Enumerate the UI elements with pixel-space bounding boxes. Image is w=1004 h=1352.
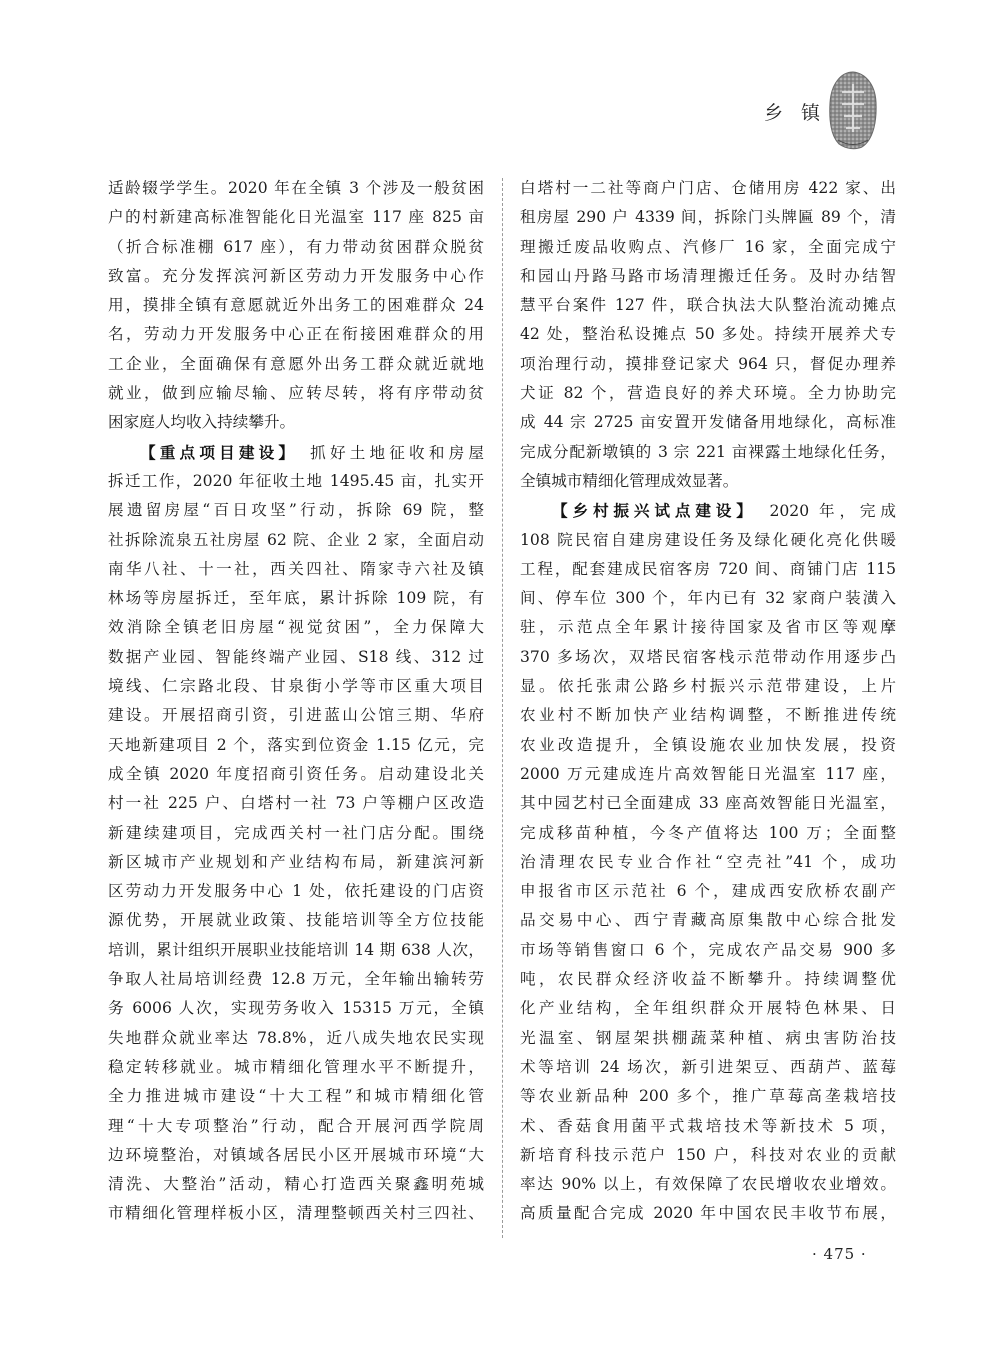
text-line bbox=[108, 291, 484, 320]
line-text: 成 44 宗 2725 亩安置开发储备用地绿化，高标准 bbox=[520, 413, 896, 432]
section-heading: 【乡村振兴试点建设】 bbox=[552, 501, 749, 521]
line-text: 化产业结构，全年组织群众开展特色林果、日 bbox=[520, 999, 896, 1018]
line-text: 边环境整治，对镇域各居民小区开展城市环境“大 bbox=[108, 1145, 484, 1164]
text-line bbox=[520, 438, 896, 467]
text-line bbox=[520, 291, 896, 320]
text-line bbox=[520, 1024, 896, 1053]
text-line bbox=[108, 233, 484, 262]
line-text: 源优势，开展就业政策、技能培训等全方位技能 bbox=[108, 911, 484, 930]
line-text: 稳定转移就业。城市精细化管理水平不断提升， bbox=[108, 1057, 484, 1076]
text-line bbox=[520, 408, 896, 437]
line-text: 困家庭人均收入持续攀升。 bbox=[108, 413, 296, 432]
line-text: 市场等销售窗口 6 个，完成农产品交易 900 多 bbox=[520, 940, 896, 959]
line-text: 显。依托张肃公路乡村振兴示范带建设，上片 bbox=[520, 677, 896, 696]
line-text: 新区城市产业规划和产业结构布局，新建滨河新 bbox=[108, 852, 484, 871]
line-text: 林场等房屋拆迁，至年底，累计拆除 109 院，有 bbox=[108, 589, 484, 608]
section-heading-line bbox=[108, 438, 484, 467]
line-text: 全力推进城市建设“十大工程”和城市精细化管 bbox=[108, 1087, 484, 1106]
text-line bbox=[520, 526, 896, 555]
text-line bbox=[108, 760, 484, 789]
line-text: 村一社 225 户、白塔村一社 73 户等棚户区改造 bbox=[108, 794, 484, 813]
line-text: 2020 年，完成 bbox=[748, 502, 896, 521]
line-text: （折合标准棚 617 座），有力带动贫困群众脱贫 bbox=[108, 237, 484, 256]
line-text: 驻，示范点全年累计接待国家及省市区等观摩 bbox=[520, 618, 896, 637]
text-line bbox=[520, 203, 896, 232]
text-line bbox=[108, 994, 484, 1023]
line-text: 工企业，全面确保有意愿外出务工群众就近就地 bbox=[108, 354, 484, 373]
text-line bbox=[520, 877, 896, 906]
line-text: 抓好土地征收和房屋 bbox=[290, 443, 484, 462]
right-column bbox=[520, 174, 896, 1229]
text-line bbox=[108, 526, 484, 555]
line-text: 和园山丹路马路市场清理搬迁任务。及时办结智 bbox=[520, 266, 896, 285]
text-line bbox=[520, 555, 896, 584]
line-text: 天地新建项目 2 个，落实到位资金 1.15 亿元，完 bbox=[108, 735, 484, 754]
line-text: 108 院民宿自建房建设任务及绿化硬化亮化供暖 bbox=[520, 530, 896, 549]
line-text: 社拆除流泉五社房屋 62 院、企业 2 家，全面启动 bbox=[108, 530, 484, 549]
text-line bbox=[108, 1024, 484, 1053]
line-text: 农业村不断加快产业结构调整，不断推进传统 bbox=[520, 706, 896, 725]
line-text: 数据产业园、智能终端产业园、S18 线、312 过 bbox=[108, 647, 484, 666]
text-line bbox=[520, 233, 896, 262]
text-line bbox=[108, 613, 484, 642]
text-line bbox=[520, 1082, 896, 1111]
text-line bbox=[108, 906, 484, 935]
line-text: 慧平台案件 127 件，联合执法大队整治流动摊点 bbox=[520, 296, 896, 315]
line-text: 吨，农民群众经济收益不断攀升。持续调整优 bbox=[520, 970, 896, 989]
line-text: 区劳动力开发服务中心 1 处，依托建设的门店资 bbox=[108, 882, 484, 901]
line-text: 效消除全镇老旧房屋“视觉贫困”，全力保障大 bbox=[108, 618, 484, 637]
text-line bbox=[108, 1053, 484, 1082]
text-line bbox=[108, 320, 484, 349]
line-text: 适龄辍学学生。2020 年在全镇 3 个涉及一般贫困 bbox=[108, 179, 484, 197]
text-line bbox=[108, 496, 484, 525]
left-column bbox=[108, 174, 484, 1229]
text-line bbox=[108, 584, 484, 613]
line-text: 失地群众就业率达 78.8%，近八成失地农民实现 bbox=[108, 1028, 484, 1047]
text-line bbox=[108, 965, 484, 994]
text-line bbox=[520, 1199, 896, 1228]
text-line bbox=[520, 1141, 896, 1170]
text-line bbox=[520, 731, 896, 760]
text-line bbox=[108, 789, 484, 818]
text-line bbox=[520, 819, 896, 848]
text-line bbox=[520, 467, 896, 496]
line-text: 农业改造提升，全镇设施农业加快发展，投资 bbox=[520, 735, 896, 754]
text-line bbox=[520, 936, 896, 965]
text-line bbox=[520, 320, 896, 349]
text-line bbox=[108, 1170, 484, 1199]
text-line bbox=[520, 1170, 896, 1199]
text-line bbox=[108, 262, 484, 291]
line-text: 拆迁工作，2020 年征收土地 1495.45 亩，扎实开 bbox=[108, 471, 484, 490]
line-text: 争取人社局培训经费 12.8 万元，全年输出输转劳 bbox=[108, 970, 484, 989]
line-text: 培训，累计组织开展职业技能培训 14 期 638 人次， bbox=[108, 940, 484, 959]
text-line bbox=[108, 701, 484, 730]
text-line bbox=[520, 262, 896, 291]
line-text: 致富。充分发挥滨河新区劳动力开发服务中心作 bbox=[108, 266, 484, 285]
text-line bbox=[108, 1112, 484, 1141]
text-line bbox=[108, 643, 484, 672]
text-line bbox=[520, 379, 896, 408]
line-text: 工程，配套建成民宿客房 720 间、商铺门店 115 bbox=[520, 559, 896, 578]
text-line bbox=[520, 848, 896, 877]
text-line bbox=[108, 1141, 484, 1170]
line-text: 租房屋 290 户 4339 间，拆除门头牌匾 89 个，清 bbox=[520, 208, 896, 227]
line-text: 等农业新品种 200 多个，推广草莓高垄栽培技 bbox=[520, 1087, 896, 1106]
text-line bbox=[108, 174, 484, 203]
line-text: 项治理行动，摸排登记家犬 964 只，督促办理养 bbox=[520, 354, 896, 373]
text-line bbox=[520, 1053, 896, 1082]
page-number: · 475 · bbox=[812, 1245, 867, 1263]
line-text: 申报省市区示范社 6 个，建成西安欣桥农副产 bbox=[520, 882, 896, 901]
line-text: 治清理农民专业合作社“空壳社”41 个，成功 bbox=[520, 852, 896, 871]
text-line bbox=[108, 1199, 484, 1228]
line-text: 境线、仁宗路北段、甘泉街小学等市区重大项目 bbox=[108, 677, 484, 696]
line-text: 理搬迁废品收购点、汽修厂 16 家，全面完成宁 bbox=[520, 237, 896, 256]
line-text: 光温室、钢屋架拱棚蔬菜种植、病虫害防治技 bbox=[520, 1028, 896, 1047]
line-text: 新培育科技示范户 150 户，科技对农业的贡献 bbox=[520, 1145, 896, 1164]
line-text: 名，劳动力开发服务中心正在衔接困难群众的用 bbox=[108, 325, 484, 344]
text-line bbox=[108, 379, 484, 408]
line-text: 用，摸排全镇有意愿就近外出务工的困难群众 24 bbox=[108, 296, 484, 315]
text-line bbox=[520, 174, 896, 203]
text-line bbox=[520, 1112, 896, 1141]
text-line bbox=[520, 701, 896, 730]
line-text: 术等培训 24 场次，新引进架豆、西葫芦、蓝莓 bbox=[520, 1057, 896, 1076]
column-divider bbox=[502, 178, 503, 1238]
line-text: 务 6006 人次，实现劳务收入 15315 万元，全镇 bbox=[108, 999, 484, 1018]
line-text: 完成移苗种植，今冬产值将达 100 万；全面整 bbox=[520, 823, 896, 842]
section-heading-line bbox=[520, 496, 896, 525]
text-line bbox=[520, 760, 896, 789]
line-text: 就业，做到应输尽输、应转尽转，将有序带动贫 bbox=[108, 384, 484, 403]
text-line bbox=[520, 672, 896, 701]
text-line bbox=[520, 643, 896, 672]
line-text: 42 处，整治私设摊点 50 多处。持续开展养犬专 bbox=[520, 325, 896, 344]
text-line bbox=[108, 203, 484, 232]
text-line bbox=[108, 672, 484, 701]
line-text: 完成分配新墩镇的 3 宗 221 亩裸露土地绿化任务， bbox=[520, 442, 896, 461]
line-text: 白塔村一二社等商户门店、仓储用房 422 家、出 bbox=[520, 179, 896, 197]
line-text: 市精细化管理样板小区，清理整顿西关村三四社、 bbox=[108, 1204, 484, 1223]
text-line bbox=[108, 555, 484, 584]
line-text: 率达 90% 以上，有效保障了农民增收农业增效。 bbox=[520, 1175, 896, 1194]
line-text: 清洗、大整治”活动，精心打造西关聚鑫明苑城 bbox=[108, 1175, 484, 1194]
section-heading: 【重点项目建设】 bbox=[140, 442, 291, 462]
line-text: 展遗留房屋“百日攻坚”行动，拆除 69 院，整 bbox=[108, 501, 484, 520]
line-text: 全镇城市精细化管理成效显著。 bbox=[520, 471, 739, 490]
line-text: 犬证 82 个，营造良好的养犬环境。全力协助完 bbox=[520, 384, 896, 403]
text-line bbox=[108, 467, 484, 496]
text-line bbox=[108, 819, 484, 848]
text-line bbox=[108, 408, 484, 437]
line-text: 其中园艺村已全面建成 33 座高效智能日光温室， bbox=[520, 794, 896, 813]
line-text: 高质量配合完成 2020 年中国农民丰收节布展， bbox=[520, 1204, 896, 1223]
text-line bbox=[108, 936, 484, 965]
section-title: 乡 镇 bbox=[764, 102, 827, 124]
text-line bbox=[520, 906, 896, 935]
text-line bbox=[520, 584, 896, 613]
line-text: 户的村新建高标准智能化日光温室 117 座 825 亩 bbox=[108, 208, 484, 227]
line-text: 南华八社、十一社，西关四社、隋家寺六社及镇 bbox=[108, 559, 484, 578]
line-text: 间、停车位 300 个，年内已有 32 家商户装潢入 bbox=[520, 589, 896, 608]
line-text: 成全镇 2020 年度招商引资任务。启动建设北关 bbox=[108, 764, 484, 783]
text-line bbox=[108, 1082, 484, 1111]
text-line bbox=[108, 848, 484, 877]
line-text: 术、香菇食用菌平式栽培技术等新技术 5 项， bbox=[520, 1116, 896, 1135]
line-text: 2000 万元建成连片高效智能日光温室 117 座， bbox=[520, 764, 896, 783]
line-text: 理“十大专项整治”行动，配合开展河西学院周 bbox=[108, 1116, 484, 1135]
line-text: 370 多场次，双塔民宿客栈示范带动作用逐步凸 bbox=[520, 647, 896, 666]
text-line bbox=[108, 731, 484, 760]
line-text: 建设。开展招商引资，引进蓝山公馆三期、华府 bbox=[108, 706, 484, 725]
text-line bbox=[520, 994, 896, 1023]
line-text: 品交易中心、西宁青藏高原集散中心综合批发 bbox=[520, 911, 896, 930]
text-line bbox=[520, 965, 896, 994]
line-text: 新建续建项目，完成西关村一社门店分配。围绕 bbox=[108, 823, 484, 842]
text-line bbox=[520, 789, 896, 818]
text-line bbox=[520, 350, 896, 379]
text-line bbox=[520, 613, 896, 642]
text-line bbox=[108, 877, 484, 906]
decorative-stone-seal-icon bbox=[828, 70, 878, 150]
text-line bbox=[108, 350, 484, 379]
